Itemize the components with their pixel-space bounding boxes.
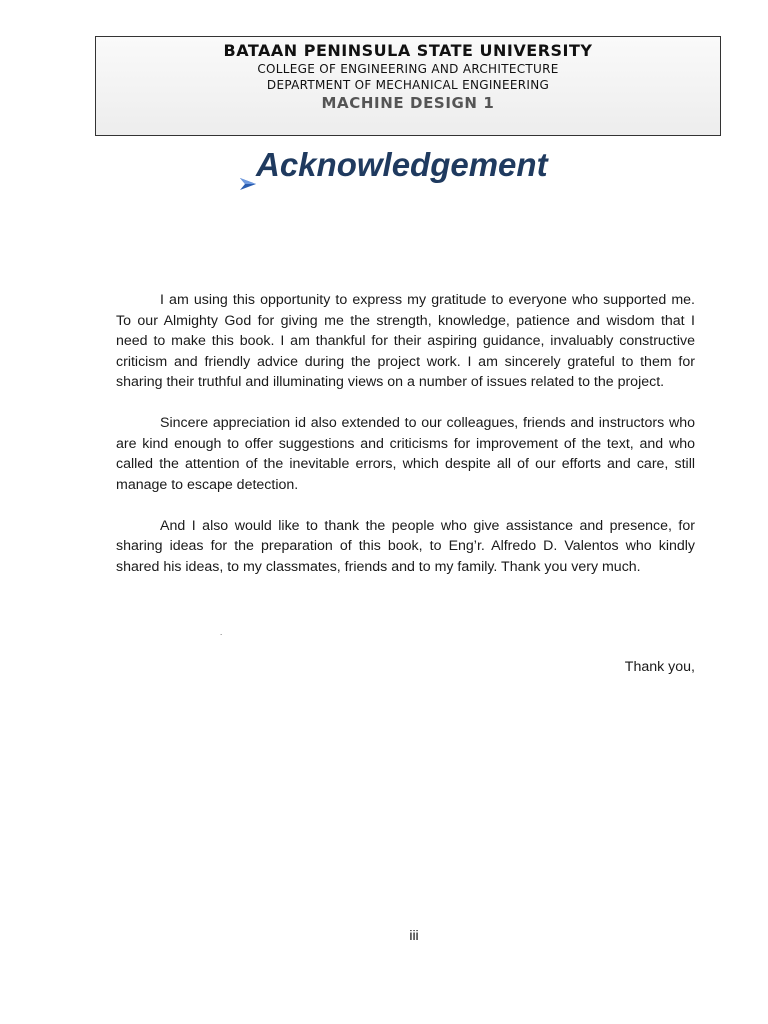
course-name: MACHINE DESIGN 1 <box>321 94 495 112</box>
stray-mark: . <box>220 628 223 637</box>
university-name: BATAAN PENINSULA STATE UNIVERSITY <box>223 41 593 60</box>
arrow-bullet-icon <box>240 178 256 190</box>
paragraph-2: Sincere appreciation id also extended to our colleagues, friends and instructors who are kind enough to offer suggestions and criticisms for improvement of the text, and who called the attention of the inevitable errors, which despite all of our efforts and care, still manage to escape detection. <box>116 415 695 493</box>
department-name: DEPARTMENT OF MECHANICAL ENGINEERING <box>266 78 550 92</box>
page-number: iii <box>409 927 419 943</box>
page-title: Acknowledgement <box>256 146 548 183</box>
title-block <box>238 146 638 196</box>
document-header <box>95 36 721 136</box>
paragraph-3: And I also would like to thank the people who give assistance and presence, for sharing ideas for the preparation of this book, to Eng’r. Alfredo D. Valentos who kindly shared his ideas, to my classmates, friends and to my family. Thank you very much. <box>116 517 695 575</box>
college-name: COLLEGE OF ENGINEERING AND ARCHITECTURE <box>257 62 559 76</box>
paragraph-1: I am using this opportunity to express my gratitude to everyone who supported me. To our Almighty God for giving me the strength, knowledge, patience and wisdom that I need to make this book. I am thankful for their aspiring guidance, invaluably constructive criticism and friendly advice during the project work. I am sincerely grateful to them for sharing their truthful and illuminating views on a number of issues related to the project. <box>116 292 695 390</box>
closing-line: Thank you, <box>624 659 695 675</box>
acknowledgement-body <box>116 290 695 598</box>
